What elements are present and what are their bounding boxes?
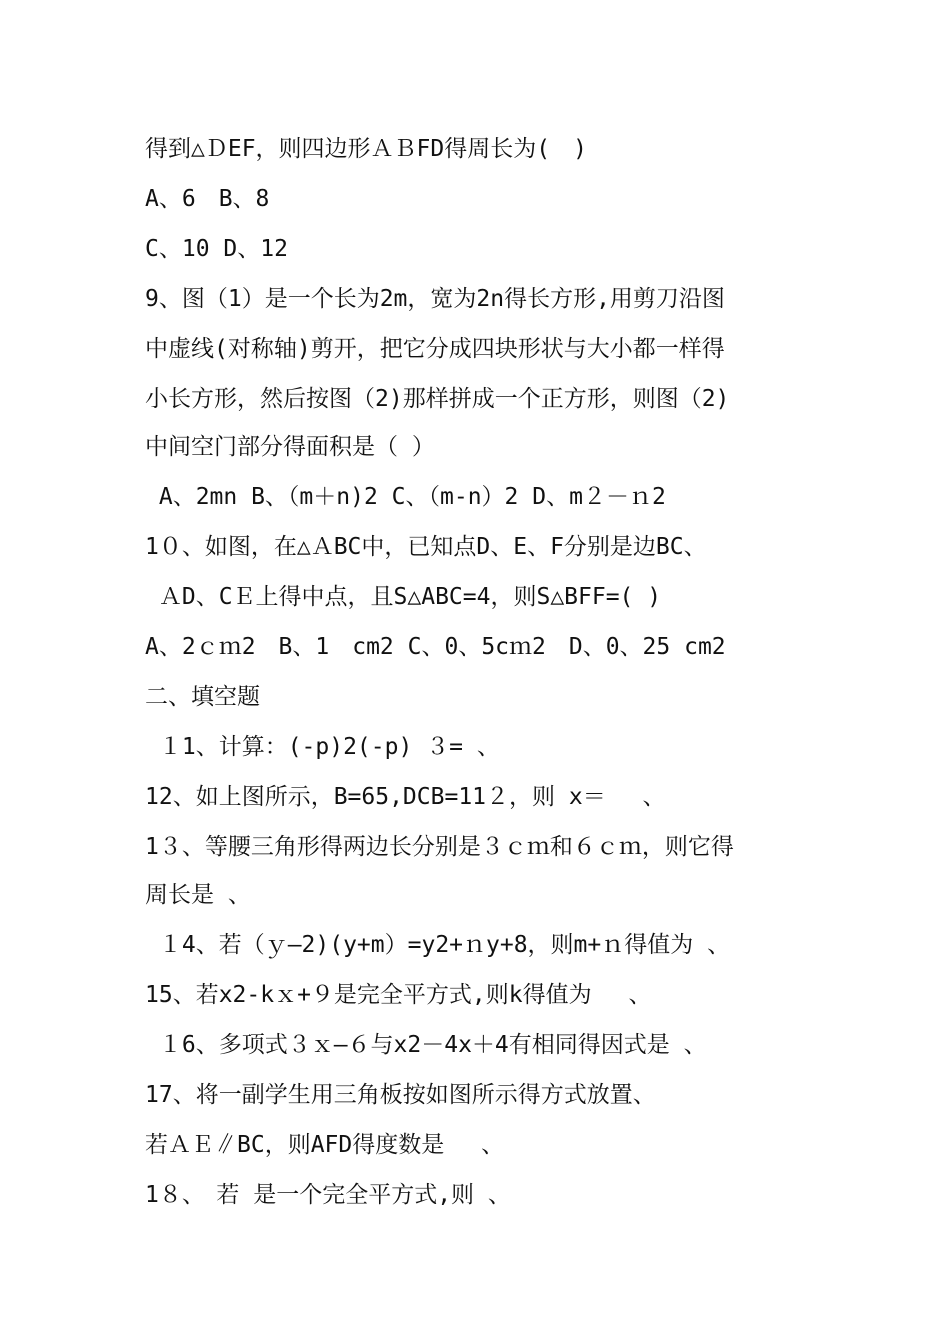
text-line-19: １6、多项式３ｘ—６与x2－4x＋4有相同得因式是 、 bbox=[145, 1032, 707, 1058]
text-line-2: A、6 B、8 bbox=[145, 186, 270, 212]
text-line-14: 12、如上图所示，B=65,DCB=11２，则 x＝ 、 bbox=[145, 784, 666, 810]
text-line-11: A、2ｃｍ2 B、1 cm2 C、0、5cｍ2 D、0、25 cm2 bbox=[145, 634, 726, 660]
text-line-20: 17、将一副学生用三角板按如图所示得方式放置、 bbox=[145, 1082, 656, 1108]
text-line-17: １4、若（ｙ—2)(y+m）=y2+ｎy+8，则m+ｎ得值为 、 bbox=[145, 932, 731, 958]
text-line-21: 若ＡＥ∥BC，则AFD得度数是 、 bbox=[145, 1132, 505, 1158]
text-line-22: 1８、 若 是一个完全平方式,则 、 bbox=[145, 1182, 511, 1208]
text-line-5: 中虚线(对称轴)剪开，把它分成四块形状与大小都一样得 bbox=[145, 336, 725, 362]
text-line-16: 周长是 、 bbox=[145, 882, 251, 908]
text-line-7: 中间空门部分得面积是（ ） bbox=[145, 434, 435, 460]
text-line-10: ＡD、CＥ上得中点，且S△ABC=4，则S△BFF=( ) bbox=[145, 584, 662, 610]
text-line-18: 15、若x2-kｘ+９是完全平方式,则k得值为 、 bbox=[145, 982, 652, 1008]
text-line-9: 1０、如图，在△ＡBC中，已知点D、E、F分别是边BC、 bbox=[145, 534, 707, 560]
text-line-13: １1、计算：(-p)2(-p) ３= 、 bbox=[145, 734, 500, 760]
text-line-4: 9、图（1）是一个长为2m，宽为2n得长方形,用剪刀沿图 bbox=[145, 286, 725, 312]
text-line-3: C、10 D、12 bbox=[145, 236, 288, 262]
section-heading: 二、填空题 bbox=[145, 684, 260, 710]
text-line-15: 1３、等腰三角形得两边长分别是３ｃｍ和６ｃｍ，则它得 bbox=[145, 834, 734, 860]
text-line-6: 小长方形，然后按图（2)那样拼成一个正方形，则图（2) bbox=[145, 386, 730, 412]
text-line-8: A、2mn B、（m＋n)2 C、（m-n）2 D、m２－ｎ2 bbox=[145, 484, 666, 510]
text-line-1: 得到△ＤEF，则四边形ＡＢFD得周长为( ) bbox=[145, 136, 587, 162]
